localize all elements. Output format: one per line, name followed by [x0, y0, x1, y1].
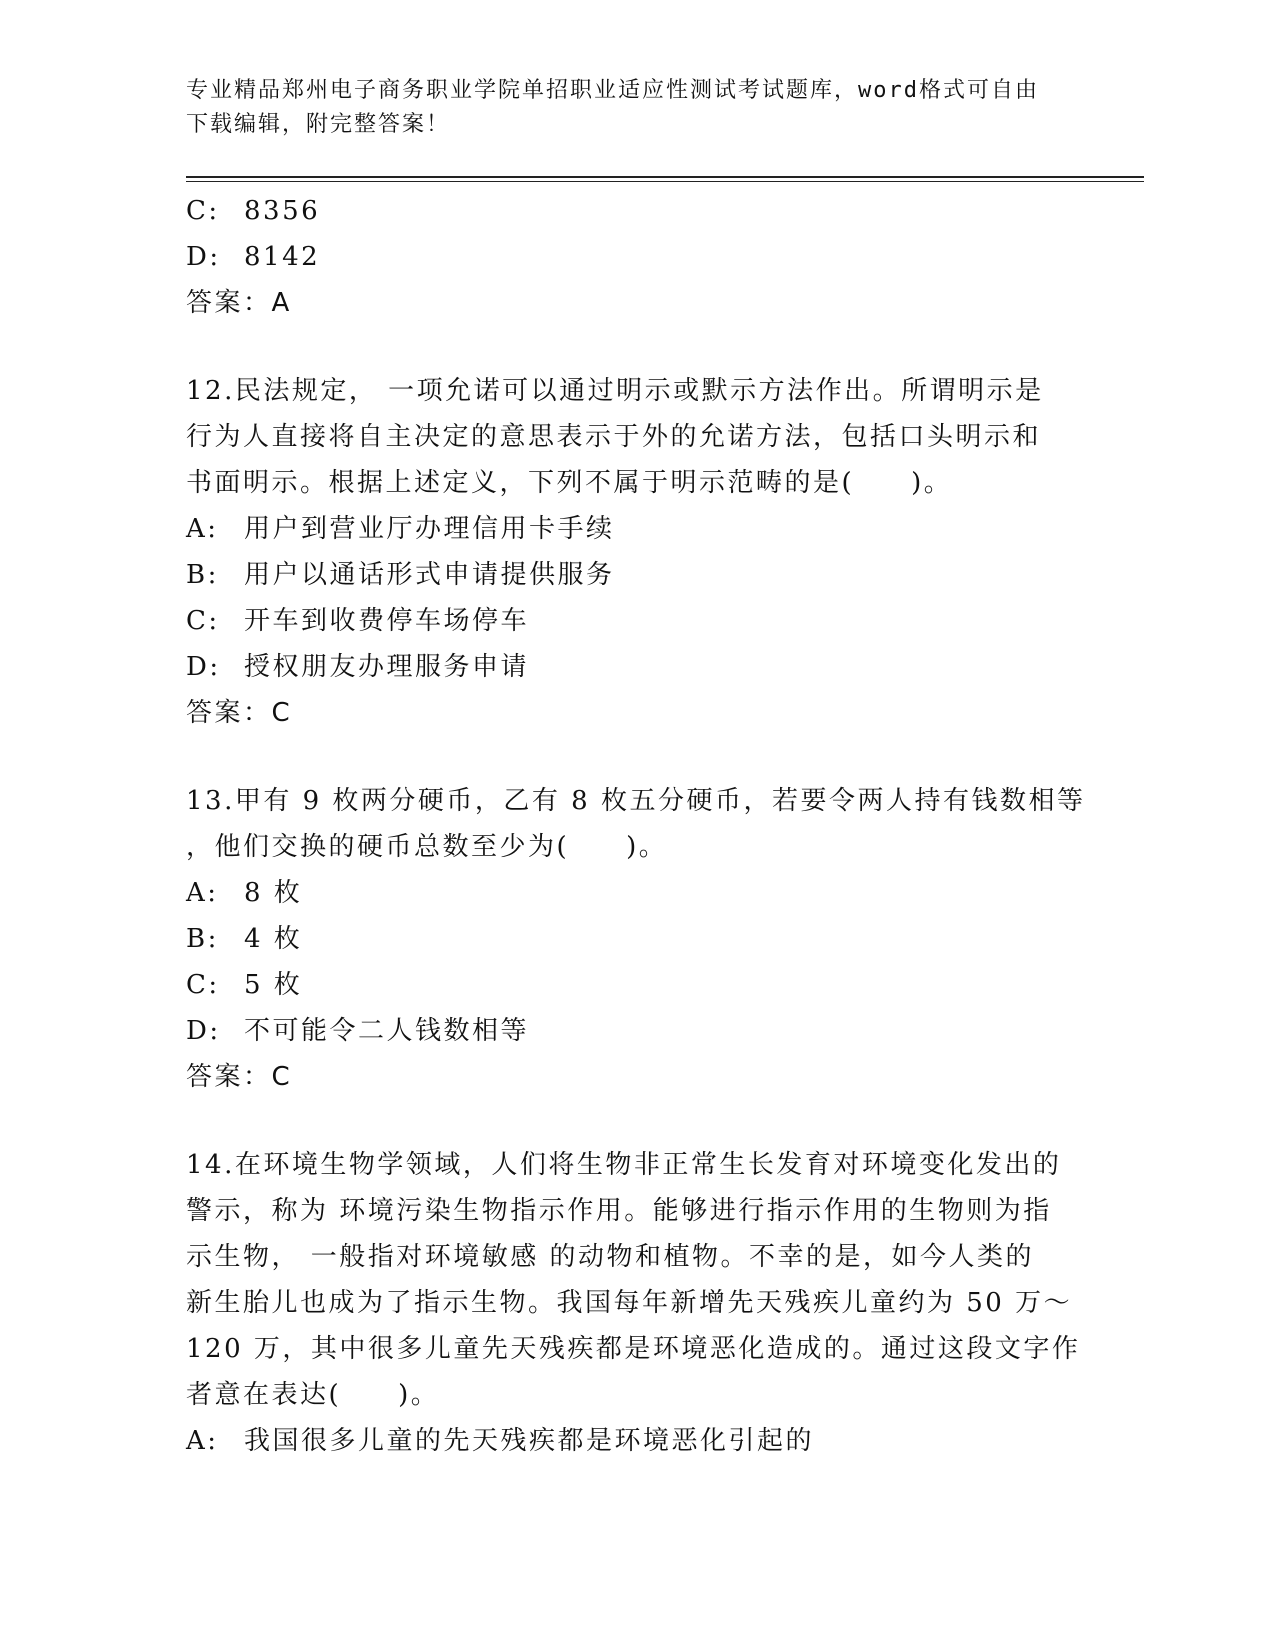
header-divider-thick	[186, 176, 1144, 178]
option-text: 8356	[244, 196, 321, 226]
option-key: C:	[186, 970, 220, 1000]
stem-line: ，他们交换的硬币总数至少为( )。	[186, 832, 668, 862]
stem-line: 书面明示。根据上述定义，下列不属于明示范畴的是( )。	[186, 468, 953, 498]
stem-line: 14.在环境生物学领域，人们将生物非正常生长发育对环境变化发出的	[186, 1150, 1062, 1180]
stem-line: 13.甲有 9 枚两分硬币，乙有 8 枚五分硬币，若要令两人持有钱数相等	[186, 786, 1086, 816]
answer-line: 答案：C	[186, 1062, 293, 1092]
question-stem	[186, 368, 1086, 506]
option-key: C:	[186, 196, 220, 226]
header-line-2: 下载编辑，附完整答案！	[186, 112, 451, 137]
option-text: 8 枚	[244, 878, 303, 908]
option-text: 4 枚	[244, 924, 303, 954]
option-key: A:	[186, 514, 219, 544]
option-text: 用户以通话形式申请提供服务	[244, 560, 615, 590]
answer-line: 答案：C	[186, 698, 293, 728]
spacer	[186, 1100, 1086, 1142]
spacer	[186, 326, 1086, 368]
option-a	[186, 1418, 1086, 1464]
stem-line: 示生物， 一般指对环境敏感 的动物和植物。不幸的是，如今人类的	[186, 1242, 1035, 1272]
answer-line: 答案：A	[186, 288, 292, 318]
stem-line: 行为人直接将自主决定的意思表示于外的允诺方法，包括口头明示和	[186, 422, 1042, 452]
option-text: 授权朋友办理服务申请	[244, 652, 530, 682]
question-stem	[186, 1142, 1086, 1418]
option-text: 8142	[244, 242, 321, 272]
stem-line: 警示，称为 环境污染生物指示作用。能够进行指示作用的生物则为指	[186, 1196, 1052, 1226]
header-line-1: 专业精品郑州电子商务职业学院单招职业适应性测试考试题库，word格式可自由	[186, 78, 1039, 103]
stem-line: 新生胎儿也成为了指示生物。我国每年新增先天残疾儿童约为 50 万～	[186, 1288, 1073, 1318]
question-14	[186, 1142, 1086, 1464]
option-text: 我国很多儿童的先天残疾都是环境恶化引起的	[244, 1426, 815, 1456]
option-key: D:	[186, 242, 221, 272]
option-a	[186, 506, 1086, 552]
previous-question	[186, 188, 1086, 326]
option-key: A:	[186, 1426, 219, 1456]
page-header	[186, 74, 1086, 142]
option-c	[186, 188, 1086, 234]
option-key: B:	[186, 560, 219, 590]
stem-line: 12.民法规定， 一项允诺可以通过明示或默示方法作出。所谓明示是	[186, 376, 1044, 406]
option-text: 5 枚	[244, 970, 303, 1000]
option-a	[186, 870, 1086, 916]
option-text: 开车到收费停车场停车	[244, 606, 530, 636]
stem-line: 者意在表达( )。	[186, 1380, 440, 1410]
option-d	[186, 644, 1086, 690]
spacer	[186, 736, 1086, 778]
option-key: A:	[186, 878, 219, 908]
option-key: B:	[186, 924, 219, 954]
option-d	[186, 1008, 1086, 1054]
option-b	[186, 916, 1086, 962]
question-13	[186, 778, 1086, 1100]
question-12	[186, 368, 1086, 736]
header-divider-thin	[186, 181, 1144, 182]
option-d	[186, 234, 1086, 280]
question-stem	[186, 778, 1086, 870]
option-key: C:	[186, 606, 220, 636]
question-content	[186, 188, 1086, 1464]
option-text: 不可能令二人钱数相等	[244, 1016, 530, 1046]
option-c	[186, 962, 1086, 1008]
option-text: 用户到营业厅办理信用卡手续	[244, 514, 615, 544]
stem-line: 120 万，其中很多儿童先天残疾都是环境恶化造成的。通过这段文字作	[186, 1334, 1081, 1364]
option-c	[186, 598, 1086, 644]
option-b	[186, 552, 1086, 598]
option-key: D:	[186, 652, 221, 682]
option-key: D:	[186, 1016, 221, 1046]
